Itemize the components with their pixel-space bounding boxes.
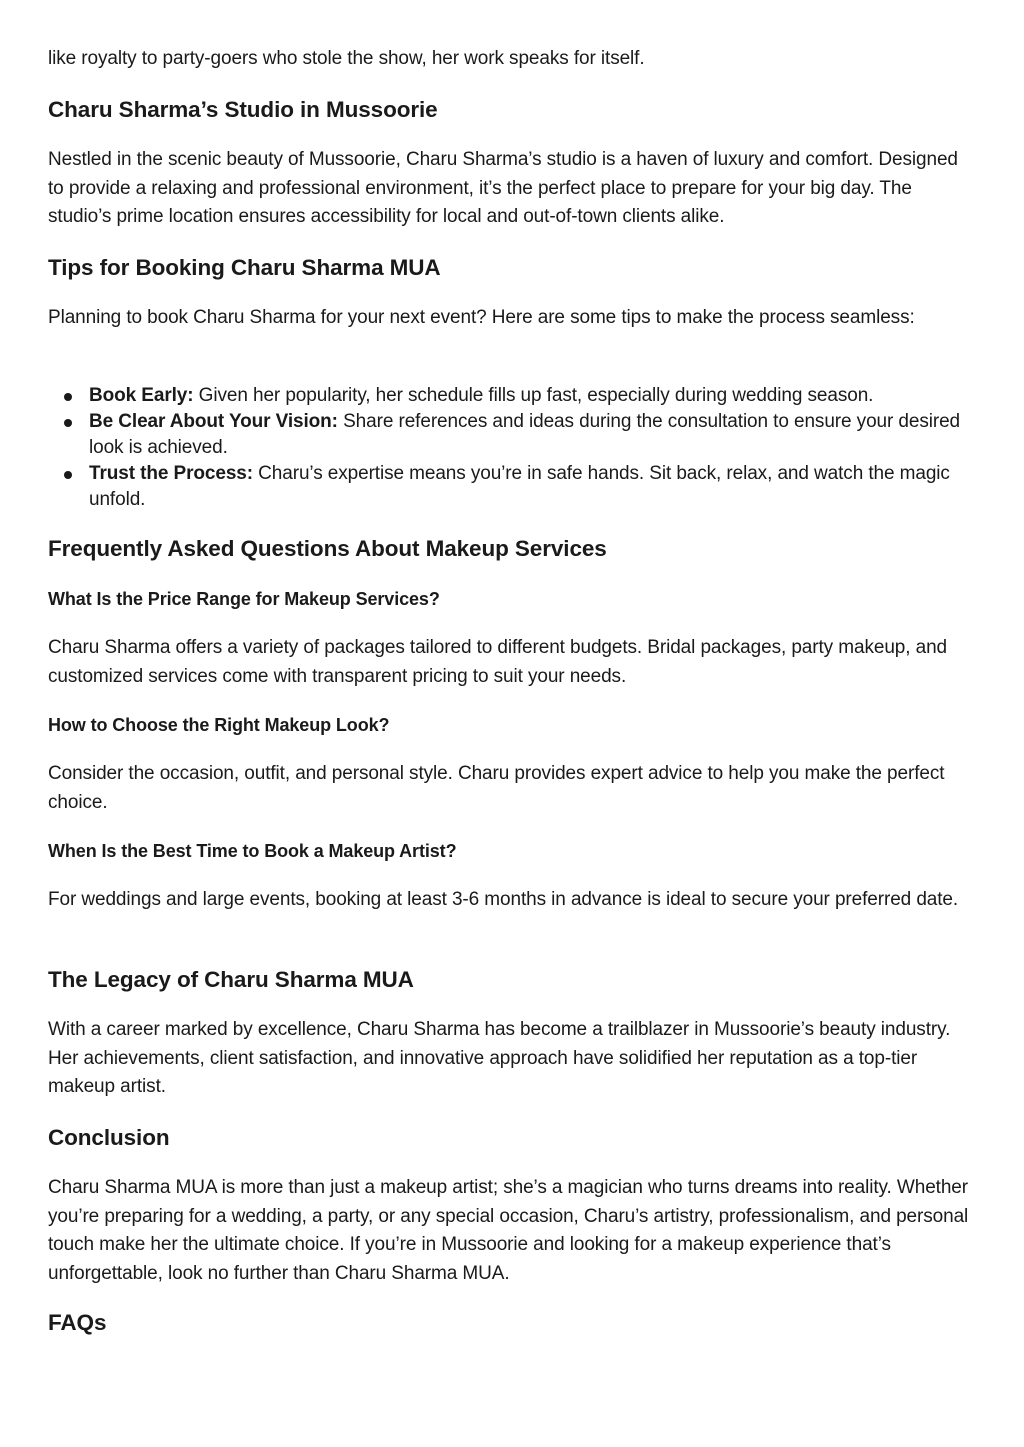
faq-section-heading: Frequently Asked Questions About Makeup Services [48, 536, 607, 561]
faq-question: How to Choose the Right Makeup Look? [48, 715, 390, 735]
faq-question: What Is the Price Range for Makeup Services? [48, 589, 440, 609]
faqs-heading: FAQs [48, 1310, 107, 1335]
faq-answer: For weddings and large events, booking at least 3-6 months in advance is ideal to secure your preferred date. [48, 889, 959, 910]
list-item [48, 461, 978, 513]
intro-tail-paragraph: like royalty to party-goers who stole the show, her work speaks for itself. [48, 48, 645, 69]
tips-intro-paragraph: Planning to book Charu Sharma for your next event? Here are some tips to make the process seamless: [48, 307, 915, 328]
tip-label: Be Clear About Your Vision: [89, 411, 338, 432]
faq-answer: Consider the occasion, outfit, and personal style. Charu provides expert advice to help you make the perfect choice. [48, 763, 945, 813]
studio-heading: Charu Sharma’s Studio in Mussoorie [48, 97, 438, 122]
tip-text: Charu’s expertise means you’re in safe hands. Sit back, relax, and watch the magic unfold. [89, 463, 950, 510]
tips-heading: Tips for Booking Charu Sharma MUA [48, 255, 441, 280]
list-item [48, 383, 978, 409]
tip-text: Given her popularity, her schedule fills up fast, especially during wedding season. [193, 385, 874, 406]
legacy-paragraph: With a career marked by excellence, Charu Sharma has become a trailblazer in Mussoorie’s beauty industry. Her achievements, client satisfaction, and innovative approach have solidified her reputation as a top-tier makeup artist. [48, 1019, 951, 1097]
legacy-heading: The Legacy of Charu Sharma MUA [48, 967, 414, 992]
tip-label: Book Early: [89, 385, 194, 406]
list-item [48, 409, 978, 461]
tip-label: Trust the Process: [89, 463, 253, 484]
faq-question: When Is the Best Time to Book a Makeup Artist? [48, 841, 457, 861]
tip-text: Share references and ideas during the consultation to ensure your desired look is achieved. [89, 411, 961, 458]
tips-list [48, 383, 978, 513]
faq-answer: Charu Sharma offers a variety of packages tailored to different budgets. Bridal packages, party makeup, and customized services come with transparent pricing to suit your needs. [48, 637, 948, 687]
conclusion-paragraph: Charu Sharma MUA is more than just a makeup artist; she’s a magician who turns dreams into reality. Whether you’re preparing for a wedding, a party, or any special occasion, Charu’s artistry, professionalism, and personal touch make her the ultimate choice. If you’re in Mussoorie and looking for a makeup experience that’s unforgettable, look no further than Charu Sharma MUA. [48, 1177, 969, 1284]
conclusion-heading: Conclusion [48, 1125, 170, 1150]
studio-paragraph: Nestled in the scenic beauty of Mussoorie, Charu Sharma’s studio is a haven of luxury and comfort. Designed to provide a relaxing and professional environment, it’s the perfect place to prepare for your big day. The studio’s prime location ensures accessibility for local and out-of-town clients alike. [48, 149, 958, 227]
